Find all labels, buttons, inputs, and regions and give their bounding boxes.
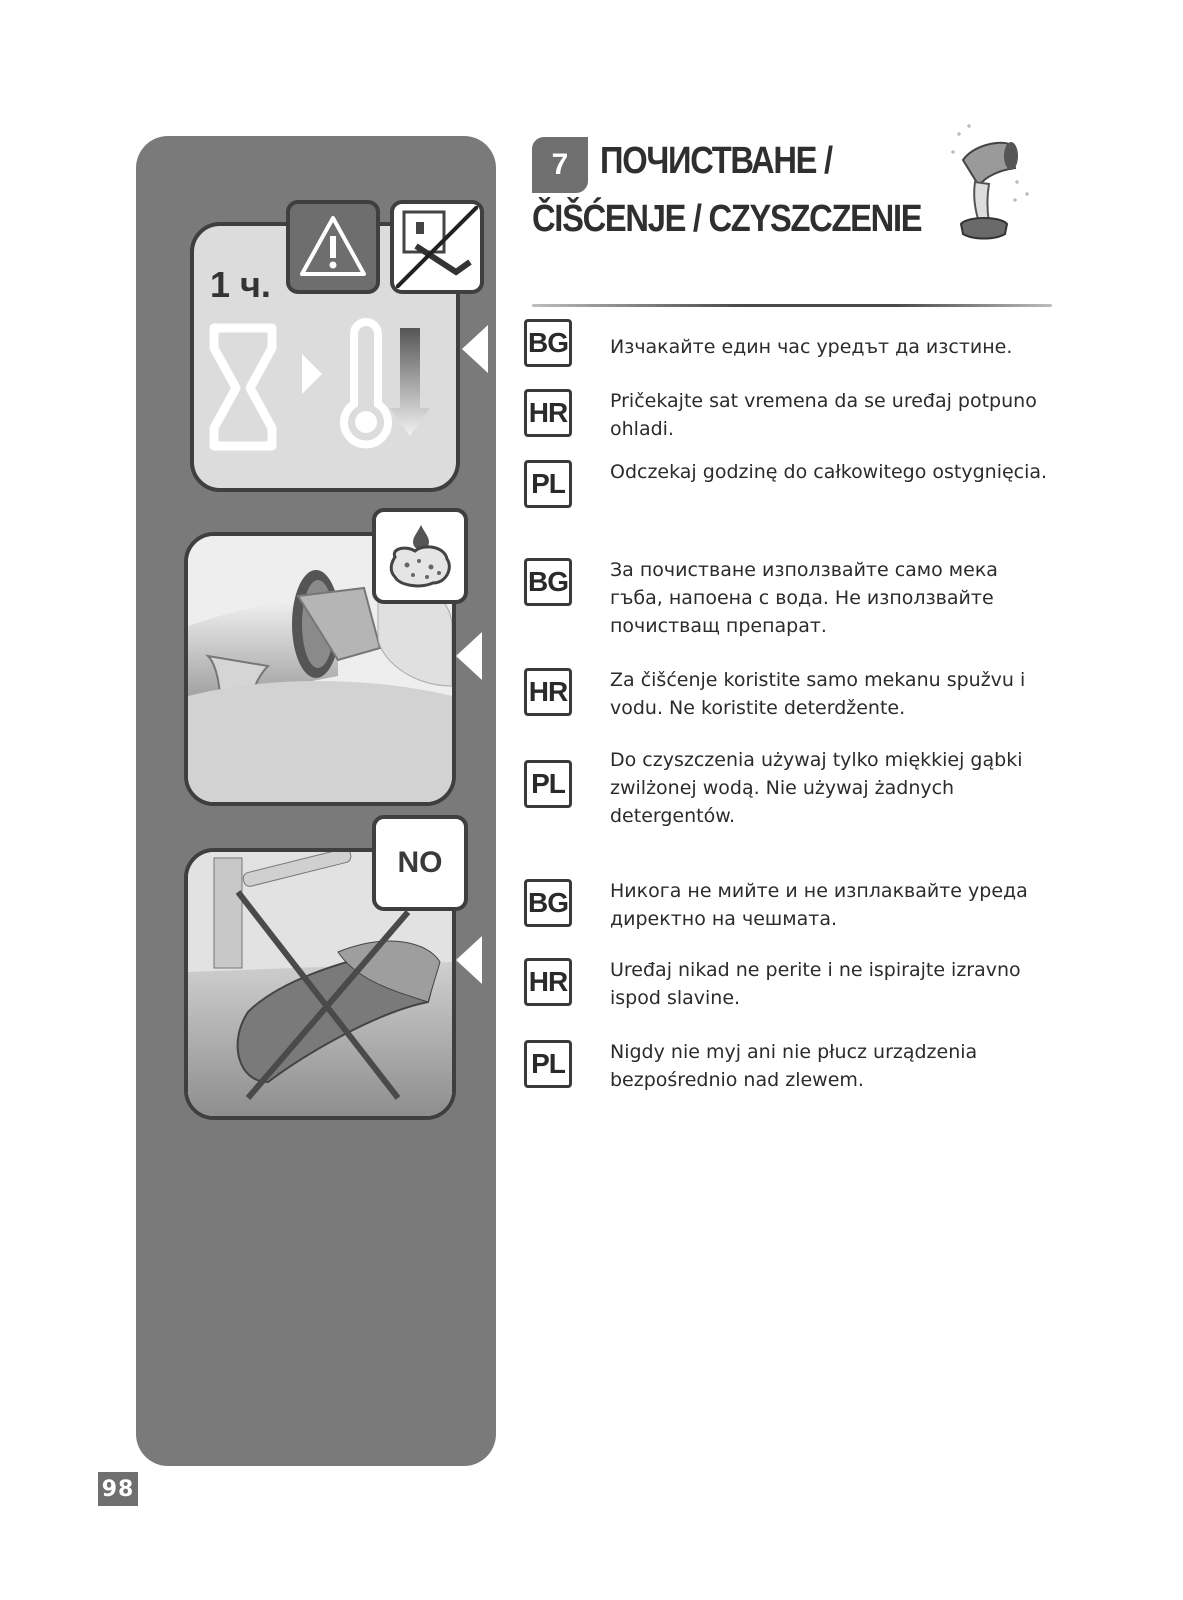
- section-title-line2: ČIŠĆENJE / CZYSZCZENIE: [532, 198, 922, 240]
- section-title-line1: ПОЧИСТВАНЕ /: [600, 140, 832, 182]
- instruction-text: Nigdy nie myj ani nie płucz urządzenia bezpośrednio nad zlewem.: [610, 1041, 978, 1091]
- section-number: 7: [532, 137, 588, 193]
- instruction-text: Изчакайте един час уредът да изстине.: [610, 336, 1013, 358]
- arrow-right-icon: [302, 354, 322, 394]
- instruction-text: Odczekaj godzinę do całkowitego ostygnięcia.: [610, 461, 1048, 483]
- instruction-text: За почистване използвайте само мека гъба, напоена с вода. Не използвайте почистващ препарат.: [610, 559, 998, 637]
- panel-pointer: [462, 325, 488, 373]
- language-badge: HR: [524, 668, 572, 716]
- no-badge: NO: [372, 815, 468, 911]
- instruction-text: Do czyszczenia używaj tylko miękkiej gąbki zwilżonej wodą. Nie używaj żadnych detergentów.: [610, 749, 1023, 827]
- page-number: 98: [98, 1472, 138, 1506]
- one-hour-label: 1 ч.: [210, 264, 271, 305]
- header-divider: [532, 304, 1052, 307]
- language-badge: HR: [524, 389, 572, 437]
- steamer-product-icon: [945, 124, 1045, 244]
- instruction-text: Никога не мийте и не изплаквайте уреда директно на чешмата.: [610, 880, 1028, 930]
- language-badge: BG: [524, 319, 572, 367]
- instruction-text: Pričekajte sat vremena da se uređaj potpuno ohladi.: [610, 390, 1037, 440]
- hourglass-icon: [214, 328, 272, 446]
- instruction-text: Uređaj nikad ne perite i ne ispirajte izravno ispod slavine.: [610, 959, 1021, 1009]
- language-badge: PL: [524, 460, 572, 508]
- language-badge: HR: [524, 958, 572, 1006]
- language-badge: BG: [524, 558, 572, 606]
- sponge-badge: [372, 508, 468, 604]
- language-badge: PL: [524, 760, 572, 808]
- instruction-text: Za čišćenje koristite samo mekanu spužvu i vodu. Ne koristite deterdžente.: [610, 669, 1026, 719]
- unplug-icon: [396, 206, 478, 288]
- warning-icon: [298, 212, 368, 282]
- language-badge: BG: [524, 879, 572, 927]
- sponge-icon: [385, 521, 455, 591]
- language-badge: PL: [524, 1040, 572, 1088]
- panel-pointer: [456, 936, 482, 984]
- temperature-down-icon: [390, 328, 430, 436]
- panel-pointer: [456, 632, 482, 680]
- warning-badge: [286, 200, 380, 294]
- unplug-badge: [390, 200, 484, 294]
